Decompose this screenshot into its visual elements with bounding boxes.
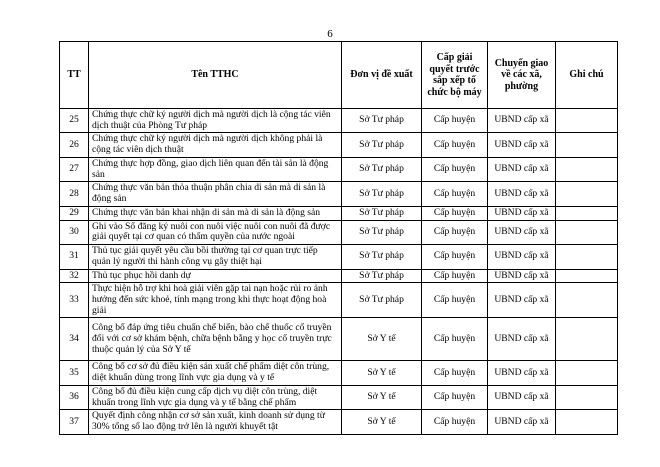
row-transfer: UBND cấp xã <box>488 245 556 269</box>
row-proposer: Sở Tư pháp <box>342 206 422 220</box>
row-level: Cấp huyện <box>422 109 488 133</box>
row-level: Cấp huyện <box>422 361 488 385</box>
row-transfer: UBND cấp xã <box>488 220 556 244</box>
row-tt: 32 <box>60 269 89 283</box>
row-proposer: Sở Tư pháp <box>342 109 422 133</box>
row-level: Cấp huyện <box>422 206 488 220</box>
row-name: Chứng thực văn bản thỏa thuận phân chia di sản mà di sản là động sản <box>89 182 342 206</box>
header-note: Ghi chú <box>556 42 618 109</box>
row-proposer: Sở Tư pháp <box>342 245 422 269</box>
row-proposer: Sở Y tế <box>342 410 422 434</box>
table-row <box>60 245 618 269</box>
row-transfer: UBND cấp xã <box>488 109 556 133</box>
row-transfer: UBND cấp xã <box>488 361 556 385</box>
row-name: Thủ tục giải quyết yêu cầu bồi thường tại cơ quan trực tiếp quản lý người thi hành công vụ gây thiệt hại <box>89 245 342 269</box>
table-row <box>60 220 618 244</box>
row-transfer: UBND cấp xã <box>488 206 556 220</box>
row-note <box>556 109 618 133</box>
row-transfer: UBND cấp xã <box>488 269 556 283</box>
row-level: Cấp huyện <box>422 410 488 434</box>
row-tt: 25 <box>60 109 89 133</box>
row-proposer: Sở Y tế <box>342 361 422 385</box>
header-tt: TT <box>60 42 89 109</box>
header-level: Cấp giải quyết trước sắp xếp tổ chức bộ máy <box>422 42 488 109</box>
row-proposer: Sở Tư pháp <box>342 283 422 318</box>
row-proposer: Sở Tư pháp <box>342 133 422 157</box>
row-note <box>556 283 618 318</box>
row-transfer: UBND cấp xã <box>488 410 556 434</box>
header-proposer: Đơn vị đề xuất <box>342 42 422 109</box>
row-tt: 34 <box>60 318 89 361</box>
row-transfer: UBND cấp xã <box>488 157 556 181</box>
row-tt: 35 <box>60 361 89 385</box>
row-note <box>556 133 618 157</box>
row-name: Công bố cơ sở đủ điều kiện sản xuất chế phẩm diệt côn trùng, diệt khuẩn dùng trong lĩnh vực gia dụng và y tế <box>89 361 342 385</box>
table-header-row <box>60 42 618 109</box>
row-proposer: Sở Tư pháp <box>342 157 422 181</box>
row-note <box>556 318 618 361</box>
row-tt: 29 <box>60 206 89 220</box>
row-tt: 30 <box>60 220 89 244</box>
row-transfer: UBND cấp xã <box>488 283 556 318</box>
row-level: Cấp huyện <box>422 269 488 283</box>
table-row <box>60 157 618 181</box>
row-note <box>556 206 618 220</box>
table-row <box>60 361 618 385</box>
row-level: Cấp huyện <box>422 283 488 318</box>
row-note <box>556 220 618 244</box>
row-level: Cấp huyện <box>422 182 488 206</box>
row-name: Ghi vào Sổ đăng ký nuôi con nuôi việc nuôi con nuôi đã được giải quyết tại cơ quan có thẩm quyền của nước ngoài <box>89 220 342 244</box>
table-row <box>60 109 618 133</box>
table-row <box>60 133 618 157</box>
row-proposer: Sở Tư pháp <box>342 220 422 244</box>
table-row <box>60 318 618 361</box>
table-row <box>60 206 618 220</box>
row-tt: 31 <box>60 245 89 269</box>
row-proposer: Sở Y tế <box>342 318 422 361</box>
row-tt: 27 <box>60 157 89 181</box>
table-row <box>60 410 618 434</box>
row-note <box>556 385 618 409</box>
row-name: Công bố đáp ứng tiêu chuẩn chế biến, bào chế thuốc cổ truyền đối với cơ sở khám bệnh, chữa bệnh bằng y học cổ truyền trực thuộc quản lý của Sở Y tế <box>89 318 342 361</box>
table-row <box>60 269 618 283</box>
row-name: Chứng thực hợp đồng, giao dịch liên quan đến tài sản là động sản <box>89 157 342 181</box>
row-transfer: UBND cấp xã <box>488 133 556 157</box>
table-row <box>60 283 618 318</box>
procedure-table <box>59 41 618 435</box>
row-note <box>556 245 618 269</box>
row-name: Thủ tục phục hồi danh dự <box>89 269 342 283</box>
page-number: 6 <box>327 28 333 40</box>
row-tt: 26 <box>60 133 89 157</box>
row-proposer: Sở Tư pháp <box>342 182 422 206</box>
row-name: Chứng thực chữ ký người dịch mà người dịch không phải là cộng tác viên dịch thuật <box>89 133 342 157</box>
table-row <box>60 385 618 409</box>
row-name: Thực hiện hỗ trợ khi hoà giải viên gặp tai nạn hoặc rủi ro ảnh hưởng đến sức khoẻ, tính mạng trong khi thực hoạt động hoà giải <box>89 283 342 318</box>
row-transfer: UBND cấp xã <box>488 182 556 206</box>
row-name: Chứng thực văn bản khai nhận di sản mà di sản là động sản <box>89 206 342 220</box>
header-transfer: Chuyển giao về các xã, phường <box>488 42 556 109</box>
row-level: Cấp huyện <box>422 220 488 244</box>
row-level: Cấp huyện <box>422 157 488 181</box>
row-proposer: Sở Y tế <box>342 385 422 409</box>
row-level: Cấp huyện <box>422 318 488 361</box>
row-name: Quyết định công nhận cơ sở sản xuất, kinh doanh sử dụng từ 30% tổng số lao động trở lên là người khuyết tật <box>89 410 342 434</box>
row-tt: 33 <box>60 283 89 318</box>
row-note <box>556 361 618 385</box>
row-level: Cấp huyện <box>422 245 488 269</box>
row-tt: 36 <box>60 385 89 409</box>
row-level: Cấp huyện <box>422 385 488 409</box>
row-level: Cấp huyện <box>422 133 488 157</box>
row-tt: 28 <box>60 182 89 206</box>
header-name: Tên TTHC <box>89 42 342 109</box>
row-note <box>556 269 618 283</box>
row-tt: 37 <box>60 410 89 434</box>
row-transfer: UBND cấp xã <box>488 385 556 409</box>
row-note <box>556 182 618 206</box>
row-proposer: Sở Tư pháp <box>342 269 422 283</box>
row-note <box>556 410 618 434</box>
table-row <box>60 182 618 206</box>
row-name: Công bố đủ điều kiện cung cấp dịch vụ diệt côn trùng, diệt khuẩn trong lĩnh vực gia dụng và y tế bằng chế phẩm <box>89 385 342 409</box>
row-note <box>556 157 618 181</box>
row-name: Chứng thực chữ ký người dịch mà người dịch là cộng tác viên dịch thuật của Phòng Tư pháp <box>89 109 342 133</box>
row-transfer: UBND cấp xã <box>488 318 556 361</box>
